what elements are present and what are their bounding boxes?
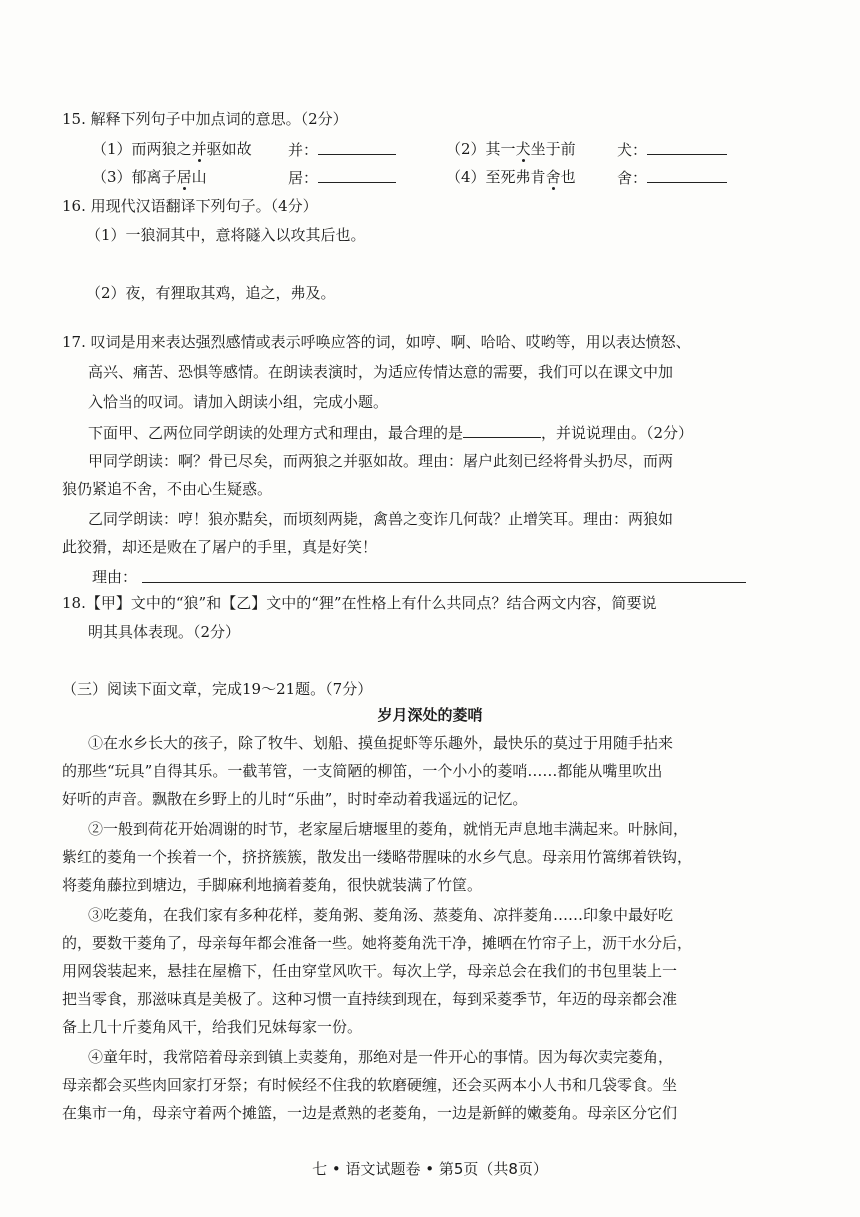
q15-item-1-label: 并： xyxy=(288,138,396,161)
q18-line-2: 明其具体表现。（2分） xyxy=(88,623,241,641)
section3-heading: （三）阅读下面文章，完成19～21题。（7分） xyxy=(62,680,373,698)
q15-item-3: （3）郁离子居山 xyxy=(92,168,207,186)
article-title: 岁月深处的菱哨 xyxy=(377,706,483,724)
q15-stem: 15. 解释下列句子中加点词的意思。（2分） xyxy=(62,110,348,128)
q17-jia-line-1: 甲同学朗读：啊？骨已尽矣，而两狼之并驱如故。理由：屠户此刻已经将骨头扔尽，而两 xyxy=(88,452,674,470)
p4-line-3: 在集市一角，母亲守着两个摊篮，一边是煮熟的老菱角，一边是新鲜的嫩菱角。母亲区分它们 xyxy=(62,1104,678,1122)
p1-line-2: 的那些“玩具”自得其乐。一截苇管，一支简陋的柳笛，一个小小的菱哨……都能从嘴里吹出 xyxy=(62,762,663,780)
q15-item-3-label: 居： xyxy=(288,166,396,189)
q17-line-3: 入恰当的叹词。请加入朗读小组，完成小题。 xyxy=(88,393,389,411)
q17-reason-label: 理由： xyxy=(92,568,138,586)
q15-item-2-label: 犬： xyxy=(617,138,727,161)
p2-line-1: ②一般到荷花开始凋谢的时节，老家屋后塘堰里的菱角，就悄无声息地丰满起来。叶脉间， xyxy=(88,820,689,838)
q17-line-1: 17. 叹词是用来表达强烈感情或表示呼唤应答的词，如哼、啊、哈哈、哎哟等，用以表达愤怒、 xyxy=(62,333,691,351)
page-footer: 七 • 语文试题卷 • 第5页（共8页） xyxy=(312,1160,548,1178)
q18-line-1: 18.【甲】文中的“狼”和【乙】文中的“狸”在性格上有什么共同点？结合两文内容，简要说 xyxy=(62,594,657,612)
q15-item-4: （4）至死弗肯舍也 xyxy=(446,168,576,186)
p2-line-3: 将菱角藤拉到塘边，手脚麻利地摘着菱角，很快就装满了竹筐。 xyxy=(62,876,483,894)
q17-line-2: 高兴、痛苦、恐惧等感情。在朗读表演时，为适应传情达意的需要，我们可以在课文中加 xyxy=(88,363,674,381)
q16-sentence-1: （1）一狼洞其中，意将隧入以攻其后也。 xyxy=(86,226,366,244)
p4-line-2: 母亲都会买些肉回家打牙祭；有时候经不住我的软磨硬缠，还会买两本小人书和几袋零食。坐 xyxy=(62,1076,678,1094)
answer-blank[interactable] xyxy=(647,166,727,183)
q17-jia-line-2: 狼仍紧追不舍，不由心生疑惑。 xyxy=(62,480,273,498)
p4-line-1: ④童年时，我常陪着母亲到镇上卖菱角，那绝对是一件开心的事情。因为每次卖完菱角， xyxy=(88,1048,674,1066)
q15-item-2: （2）其一犬坐于前 xyxy=(446,140,576,158)
q17-reason-blank[interactable] xyxy=(142,582,746,583)
q17-line-4: 下面甲、乙两位同学朗读的处理方式和理由，最合理的是 ，并说说理由。（2分） xyxy=(88,421,693,444)
p3-line-5: 备上几十斤菱角风干，给我们兄妹每家一份。 xyxy=(62,1018,363,1036)
q15-item-4-label: 舍： xyxy=(617,166,727,189)
p1-line-1: ①在水乡长大的孩子，除了牧牛、划船、摸鱼捉虾等乐趣外，最快乐的莫过于用随手拈来 xyxy=(88,734,674,752)
p1-line-3: 好听的声音。飘散在乡野上的儿时“乐曲”，时时牵动着我遥远的记忆。 xyxy=(62,790,528,808)
q17-yi-line-1: 乙同学朗读：哼！狼亦黠矣，而顷刻两毙，禽兽之变诈几何哉？止增笑耳。理由：两狼如 xyxy=(88,510,674,528)
q16-sentence-2: （2）夜，有狸取其鸡，追之，弗及。 xyxy=(86,284,336,302)
answer-blank[interactable] xyxy=(647,138,727,155)
q15-item-1: （1）而两狼之并驱如故 xyxy=(92,140,252,158)
p3-line-4: 把当零食，那滋味真是美极了。这种习惯一直持续到现在，每到采菱季节，年迈的母亲都会准 xyxy=(62,990,678,1008)
answer-blank[interactable] xyxy=(318,166,396,183)
answer-blank[interactable] xyxy=(463,421,541,438)
q16-stem: 16. 用现代汉语翻译下列句子。（4分） xyxy=(62,197,318,215)
p3-line-3: 用网袋装起来，悬挂在屋檐下，任由穿堂风吹干。每次上学，母亲总会在我们的书包里装上一 xyxy=(62,962,678,980)
p3-line-2: 的，要数干菱角了，母亲每年都会准备一些。她将菱角洗干净，摊晒在竹帘子上，沥干水分后， xyxy=(62,934,693,952)
answer-blank[interactable] xyxy=(318,138,396,155)
p2-line-2: 紫红的菱角一个挨着一个，挤挤簇簇，散发出一缕略带腥味的水乡气息。母亲用竹篙绑着铁钩， xyxy=(62,848,693,866)
p3-line-1: ③吃菱角，在我们家有多种花样，菱角粥、菱角汤、蒸菱角、凉拌菱角……印象中最好吃 xyxy=(88,906,674,924)
q17-yi-line-2: 此狡猾，却还是败在了屠户的手里，真是好笑！ xyxy=(62,538,378,556)
